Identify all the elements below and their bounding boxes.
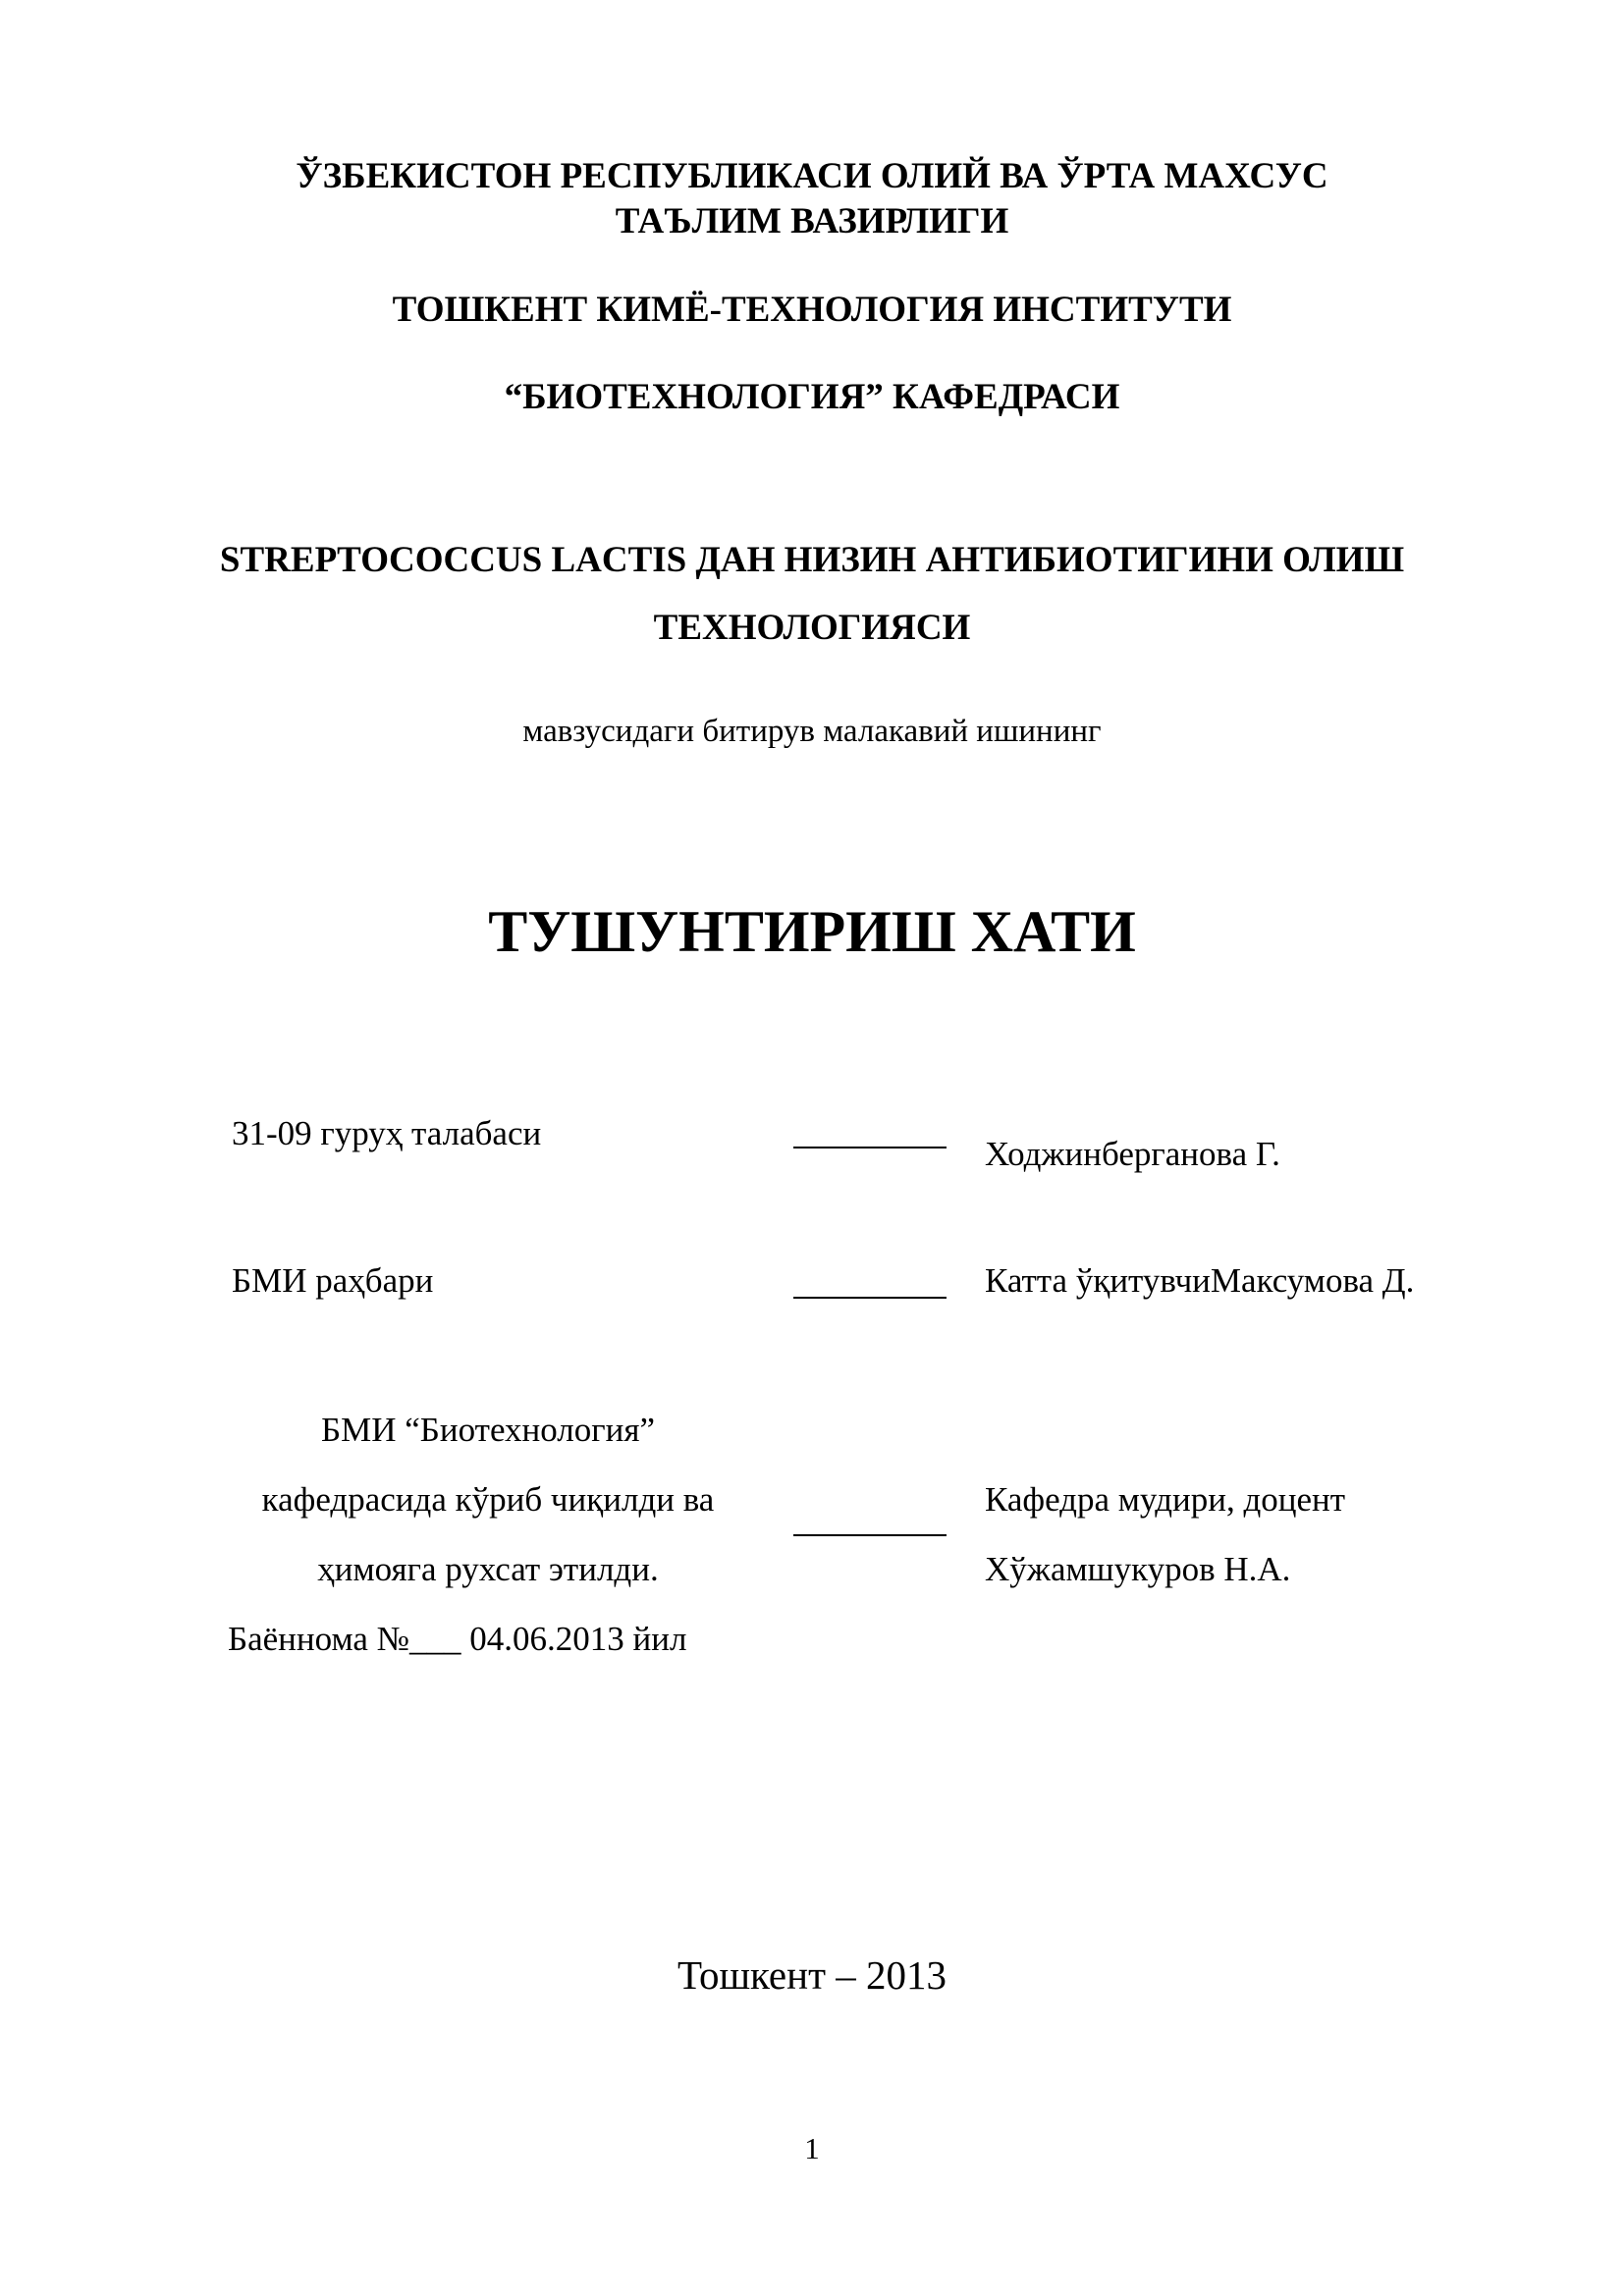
ministry-line-2: ТАЪЛИМ ВАЗИРЛИГИ — [615, 201, 1009, 241]
department-head-role: Кафедра мудири, доцент — [985, 1480, 1346, 1519]
topic-subtitle: мавзусидаги битирув малакавий ишининг — [522, 714, 1102, 749]
supervisor-name: Катта ўқитувчиМаксумова Д. — [985, 1261, 1415, 1300]
document-title: ТУШУНТИРИШ ХАТИ — [488, 899, 1136, 964]
topic-line-2: ТЕХНОЛОГИЯСИ — [653, 608, 971, 648]
department-head-name: Хўжамшукуров Н.А. — [985, 1550, 1291, 1588]
student-signature-line — [793, 1147, 947, 1148]
department-name: “БИОТЕХНОЛОГИЯ” КАФЕДРАСИ — [504, 377, 1120, 417]
student-role: 31-09 гуруҳ талабаси — [232, 1114, 542, 1152]
department-head-block — [985, 1465, 1345, 1604]
approval-line-1: БМИ “Биотехнология” — [321, 1411, 655, 1449]
supervisor-signature-line — [793, 1297, 947, 1299]
ministry-line-1: ЎЗБЕКИСТОН РЕСПУБЛИКАСИ ОЛИЙ ВА ЎРТА МАХСУС — [296, 156, 1328, 196]
institute-name: ТОШКЕНТ КИМЁ-ТЕХНОЛОГИЯ ИНСТИТУТИ — [392, 290, 1232, 330]
topic-line-1: STREPTOCOCCUS LACTIS ДАН НИЗИН АНТИБИОТИГИНИ ОЛИШ — [219, 540, 1405, 580]
approval-line-2: кафедрасида кўриб чиқилди ва — [261, 1480, 715, 1519]
approval-block — [228, 1395, 748, 1674]
place-year: Тошкент – 2013 — [677, 1952, 947, 1998]
head-signature-line — [793, 1534, 947, 1536]
protocol-line: Баённома №___ 04.06.2013 йил — [228, 1620, 687, 1658]
supervisor-role: БМИ раҳбари — [232, 1261, 434, 1300]
page-number: 1 — [804, 2131, 820, 2165]
approval-line-3: ҳимояга рухсат этилди. — [317, 1550, 659, 1588]
student-name: Ходжинберганова Г. — [985, 1135, 1280, 1173]
